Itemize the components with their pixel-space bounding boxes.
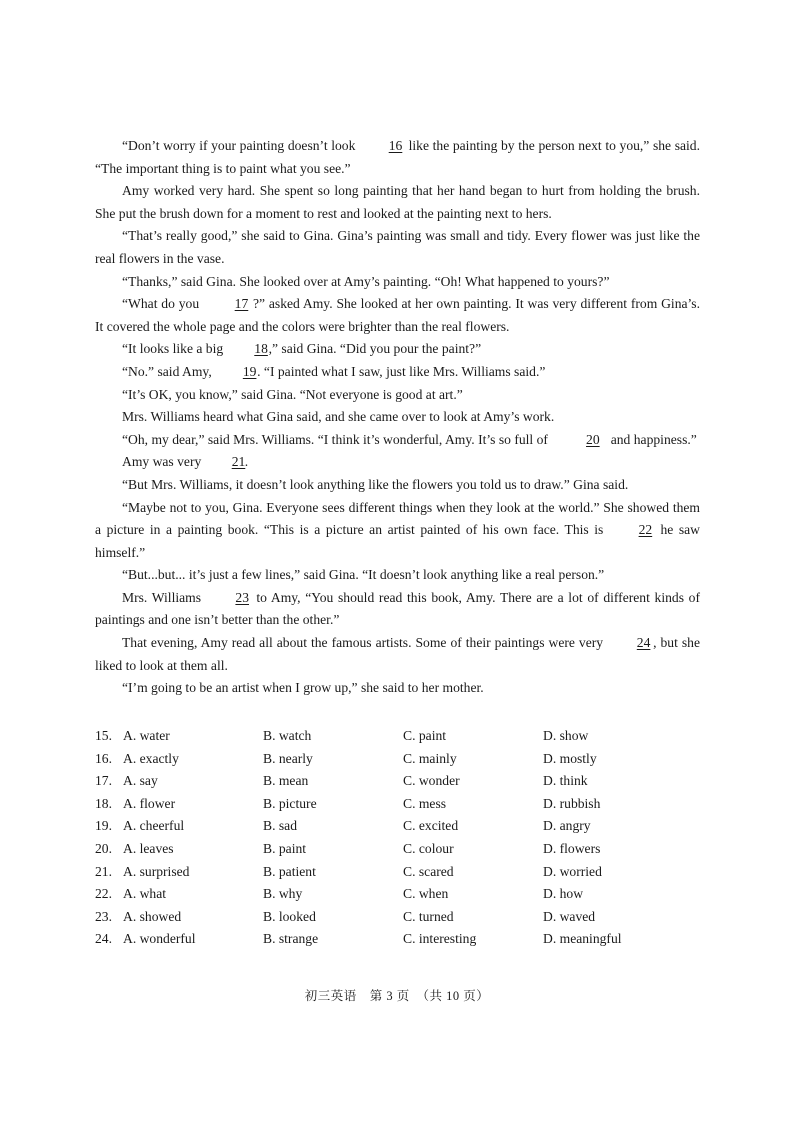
passage-paragraph <box>95 451 700 474</box>
blank-17: 17 <box>234 296 249 312</box>
passage-paragraph <box>95 384 700 407</box>
passage-text: he saw himself.” <box>95 522 700 560</box>
option-d: D. think <box>543 773 588 789</box>
option-c: C. mainly <box>403 750 457 766</box>
page-footer: 初三英语 第 3 页 （共 10 页） <box>304 989 490 1003</box>
option-c: C. interesting <box>403 931 477 947</box>
option-d: D. meaningful <box>543 931 622 947</box>
passage-paragraph <box>95 564 700 587</box>
option-a: A. what <box>123 886 167 902</box>
option-b: B. picture <box>263 795 317 811</box>
passage-text: “I’m going to be an artist when I grow up,” she said to her mother. <box>122 680 484 696</box>
option-a: A. say <box>123 773 158 789</box>
option-row <box>95 928 700 951</box>
question-number: 18. <box>95 795 112 811</box>
option-b: B. patient <box>263 863 316 879</box>
passage-text: “What do you <box>122 296 203 312</box>
question-number: 21. <box>95 863 112 879</box>
passage-text: and happiness.” <box>607 431 697 447</box>
option-b: B. paint <box>263 840 307 856</box>
passage-text: “But Mrs. Williams, it doesn’t look anything like the flowers you told us to draw.” Gina said. <box>122 476 629 492</box>
option-row <box>95 861 700 884</box>
passage-paragraph <box>95 429 700 452</box>
option-b: B. mean <box>263 773 309 789</box>
passage-text: ,” said Gina. “Did you pour the paint?” <box>268 341 482 357</box>
option-a: A. showed <box>123 908 182 924</box>
passage-paragraph <box>95 338 700 361</box>
question-number: 24. <box>95 931 112 947</box>
option-c: C. colour <box>403 840 454 856</box>
option-d: D. waved <box>543 908 596 924</box>
passage-text: Mrs. Williams heard what Gina said, and she came over to look at Amy’s work. <box>122 409 555 425</box>
passage-text: Amy worked very hard. She spent so long painting that her hand began to hurt from holding the brush. She put the brush down for a moment to rest and looked at the painting next to hers. <box>95 183 700 221</box>
option-row <box>95 883 700 906</box>
option-b: B. sad <box>263 818 297 834</box>
option-a: A. exactly <box>123 750 179 766</box>
option-c: C. scared <box>403 863 454 879</box>
option-row <box>95 748 700 771</box>
option-a: A. flower <box>123 795 176 811</box>
blank-18: 18 <box>254 341 268 357</box>
option-a: A. leaves <box>123 840 174 856</box>
option-row <box>95 793 700 816</box>
passage-paragraph <box>95 180 700 225</box>
passage-text: ?” asked Amy. She looked at her own painting. It was very different from Gina’s. It covered the whole page and the colors were brighter than the real flowers. <box>95 296 700 334</box>
option-a: A. wonderful <box>123 931 196 947</box>
option-row <box>95 906 700 929</box>
passage-text: “It looks like a big <box>122 341 227 357</box>
passage-text: “That’s really good,” she said to Gina. Gina’s painting was small and tidy. Every flower was just like the real flowers in the vase. <box>95 228 700 266</box>
option-c: C. mess <box>403 795 447 811</box>
question-number: 16. <box>95 750 112 766</box>
option-row <box>95 838 700 861</box>
blank-21: 21 <box>231 454 246 470</box>
passage-paragraph <box>95 497 700 565</box>
passage-text: “No.” said Amy, <box>122 363 216 379</box>
passage-paragraph <box>95 406 700 429</box>
passage-text: Mrs. Williams <box>122 589 206 605</box>
question-number: 15. <box>95 728 112 743</box>
option-row <box>95 770 700 793</box>
blank-16: 16 <box>388 138 403 153</box>
passage-text: Amy was very <box>122 454 205 470</box>
passage-text: “Don’t worry if your painting doesn’t look <box>122 138 359 153</box>
passage-paragraph <box>95 135 700 180</box>
question-number: 20. <box>95 840 112 856</box>
option-c: C. paint <box>403 728 447 743</box>
blank-22: 22 <box>638 522 653 538</box>
option-c: C. when <box>403 886 449 902</box>
question-number: 23. <box>95 908 112 924</box>
option-d: D. mostly <box>543 750 597 766</box>
passage-text: “But...but... it’s just a few lines,” said Gina. “It doesn’t look anything like a real person.” <box>122 567 605 583</box>
option-d: D. show <box>543 728 589 743</box>
question-number: 17. <box>95 773 112 789</box>
passage-paragraph <box>95 677 700 700</box>
option-d: D. how <box>543 886 584 902</box>
option-d: D. rubbish <box>543 795 601 811</box>
option-a: A. surprised <box>123 863 190 879</box>
option-a: A. cheerful <box>123 818 185 834</box>
passage-paragraph <box>95 293 700 338</box>
answer-options <box>95 725 700 951</box>
option-c: C. excited <box>403 818 459 834</box>
passage-paragraph <box>95 225 700 270</box>
passage-text: That evening, Amy read all about the famous artists. Some of their paintings were very <box>122 635 608 651</box>
passage-text: “Maybe not to you, Gina. Everyone sees different things when they look at the world.” She showed them a picture in a painting book. “This is a picture an artist painted of his own face. This is <box>95 499 700 538</box>
option-d: D. worried <box>543 863 602 879</box>
option-b: B. watch <box>263 728 312 743</box>
option-d: D. angry <box>543 818 591 834</box>
question-number: 19. <box>95 818 112 834</box>
passage-paragraph <box>95 632 700 677</box>
option-row <box>95 725 700 748</box>
question-number: 22. <box>95 886 112 902</box>
passage-text: to Amy, “You should read this book, Amy. There are a lot of different kinds of paintings and one isn’t better than the other.” <box>95 589 700 628</box>
option-c: C. wonder <box>403 773 460 789</box>
option-d: D. flowers <box>543 840 601 856</box>
option-c: C. turned <box>403 908 454 924</box>
reading-passage <box>95 135 700 700</box>
blank-23: 23 <box>235 589 249 605</box>
passage-text: “Oh, my dear,” said Mrs. Williams. “I think it’s wonderful, Amy. It’s so full of <box>122 431 552 447</box>
option-b: B. strange <box>263 931 319 947</box>
passage-text: “Thanks,” said Gina. She looked over at Amy’s painting. “Oh! What happened to yours?” <box>122 273 610 289</box>
option-b: B. nearly <box>263 750 313 766</box>
blank-20: 20 <box>586 431 600 447</box>
blank-24: 24 <box>636 635 651 651</box>
passage-paragraph <box>95 361 700 384</box>
passage-paragraph <box>95 474 700 497</box>
passage-text: like the painting by the person next to you,” she said. “The important thing is to paint what you see.” <box>95 138 700 176</box>
option-a: A. water <box>123 728 170 743</box>
passage-paragraph <box>95 271 700 294</box>
option-row <box>95 815 700 838</box>
blank-19: 19 <box>242 363 257 379</box>
passage-text: . “I painted what I saw, just like Mrs. Williams said.” <box>257 363 546 379</box>
option-b: B. looked <box>263 908 316 924</box>
passage-text: , but she liked to look at them all. <box>95 635 700 673</box>
option-b: B. why <box>263 886 303 902</box>
passage-paragraph <box>95 587 700 632</box>
passage-text: . <box>244 454 249 470</box>
passage-text: “It’s OK, you know,” said Gina. “Not everyone is good at art.” <box>122 386 463 402</box>
